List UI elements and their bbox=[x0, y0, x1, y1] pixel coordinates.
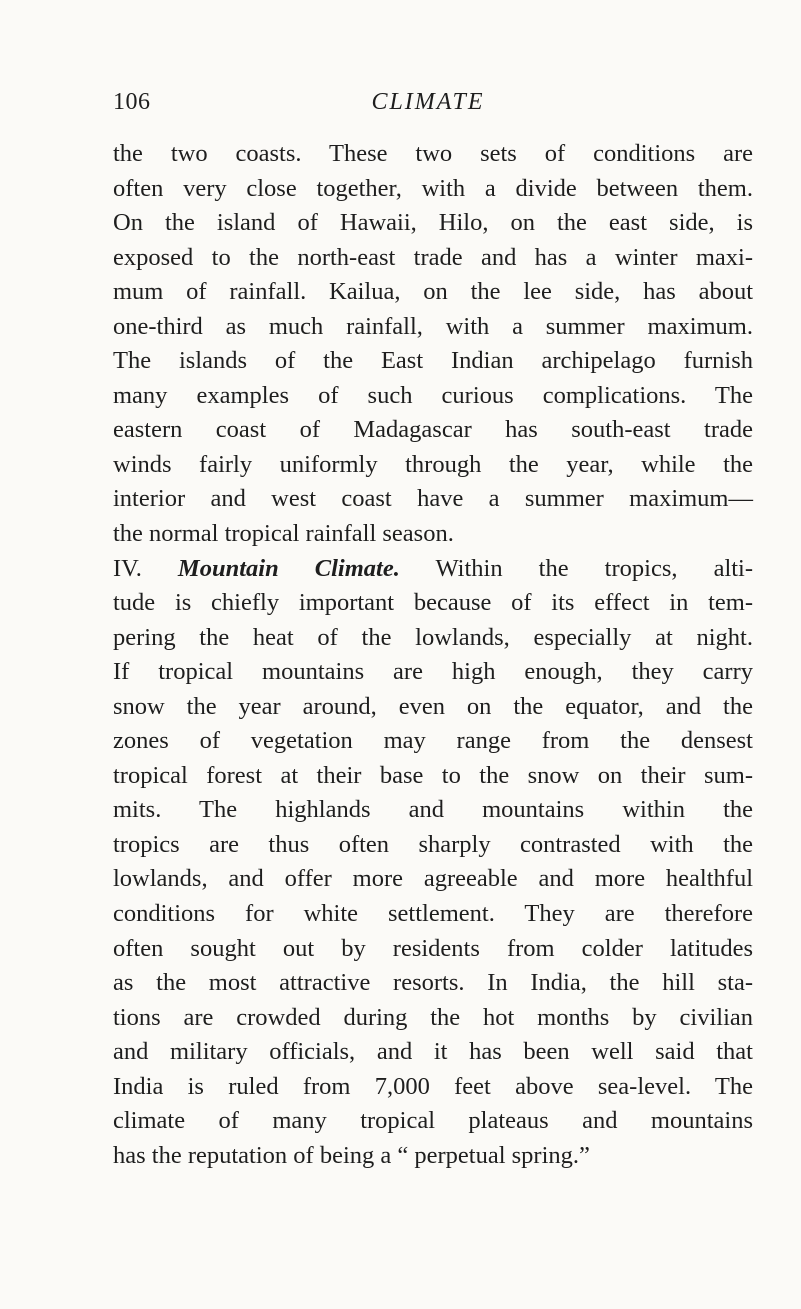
text-line: the normal tropical rainfall season. bbox=[113, 520, 454, 548]
running-head bbox=[113, 89, 743, 119]
text-line: mum of rainfall. Kailua, on the lee side, has about bbox=[113, 278, 753, 306]
text-line: tropical forest at their base to the snow on their sum- bbox=[113, 761, 753, 789]
body-text bbox=[113, 137, 753, 1173]
text-line: tropics are thus often sharply contrasted with the bbox=[113, 830, 753, 858]
text-line: climate of many tropical plateaus and mountains bbox=[113, 1107, 753, 1135]
text-line: On the island of Hawaii, Hilo, on the east side, is bbox=[113, 209, 753, 237]
text-line: one-third as much rainfall, with a summer maximum. bbox=[113, 312, 753, 340]
running-title: CLIMATE bbox=[371, 89, 485, 115]
text-line: zones of vegetation may range from the densest bbox=[113, 727, 753, 755]
text-line: mits. The highlands and mountains within the bbox=[113, 796, 753, 824]
text-line: tions are crowded during the hot months by civilian bbox=[113, 1003, 753, 1031]
text-line: India is ruled from 7,000 feet above sea-level. The bbox=[113, 1072, 753, 1100]
section-title: Mountain Climate. bbox=[177, 554, 400, 582]
text-line: If tropical mountains are high enough, they carry bbox=[113, 658, 753, 686]
text-line: exposed to the north-east trade and has a winter maxi- bbox=[113, 243, 753, 271]
text-line: winds fairly uniformly through the year, while the bbox=[113, 450, 753, 478]
section-first-line-text: Within the tropics, alti- bbox=[435, 554, 754, 582]
section-heading-line bbox=[113, 552, 753, 587]
text-line: The islands of the East Indian archipelago furnish bbox=[113, 347, 753, 375]
text-line: as the most attractive resorts. In India, the hill sta- bbox=[113, 969, 753, 997]
text-line: conditions for white settlement. They are therefore bbox=[113, 900, 753, 928]
text-line: tude is chiefly important because of its effect in tem- bbox=[113, 589, 753, 617]
text-line: eastern coast of Madagascar has south-east trade bbox=[113, 416, 753, 444]
text-line: has the reputation of being a “ perpetual spring.” bbox=[113, 1141, 590, 1169]
section-number: IV. bbox=[113, 554, 142, 582]
text-line: often very close together, with a divide between them. bbox=[113, 174, 753, 202]
text-line: lowlands, and offer more agreeable and more healthful bbox=[113, 865, 753, 893]
text-line: many examples of such curious complications. The bbox=[113, 381, 753, 409]
text-line: and military officials, and it has been well said that bbox=[113, 1038, 753, 1066]
text-line: interior and west coast have a summer maximum— bbox=[113, 485, 753, 513]
text-line: often sought out by residents from colder latitudes bbox=[113, 934, 753, 962]
text-line: snow the year around, even on the equator, and the bbox=[113, 692, 753, 720]
page-number: 106 bbox=[113, 89, 151, 115]
text-line: pering the heat of the lowlands, especially at night. bbox=[113, 623, 753, 651]
text-line: the two coasts. These two sets of conditions are bbox=[113, 140, 753, 167]
